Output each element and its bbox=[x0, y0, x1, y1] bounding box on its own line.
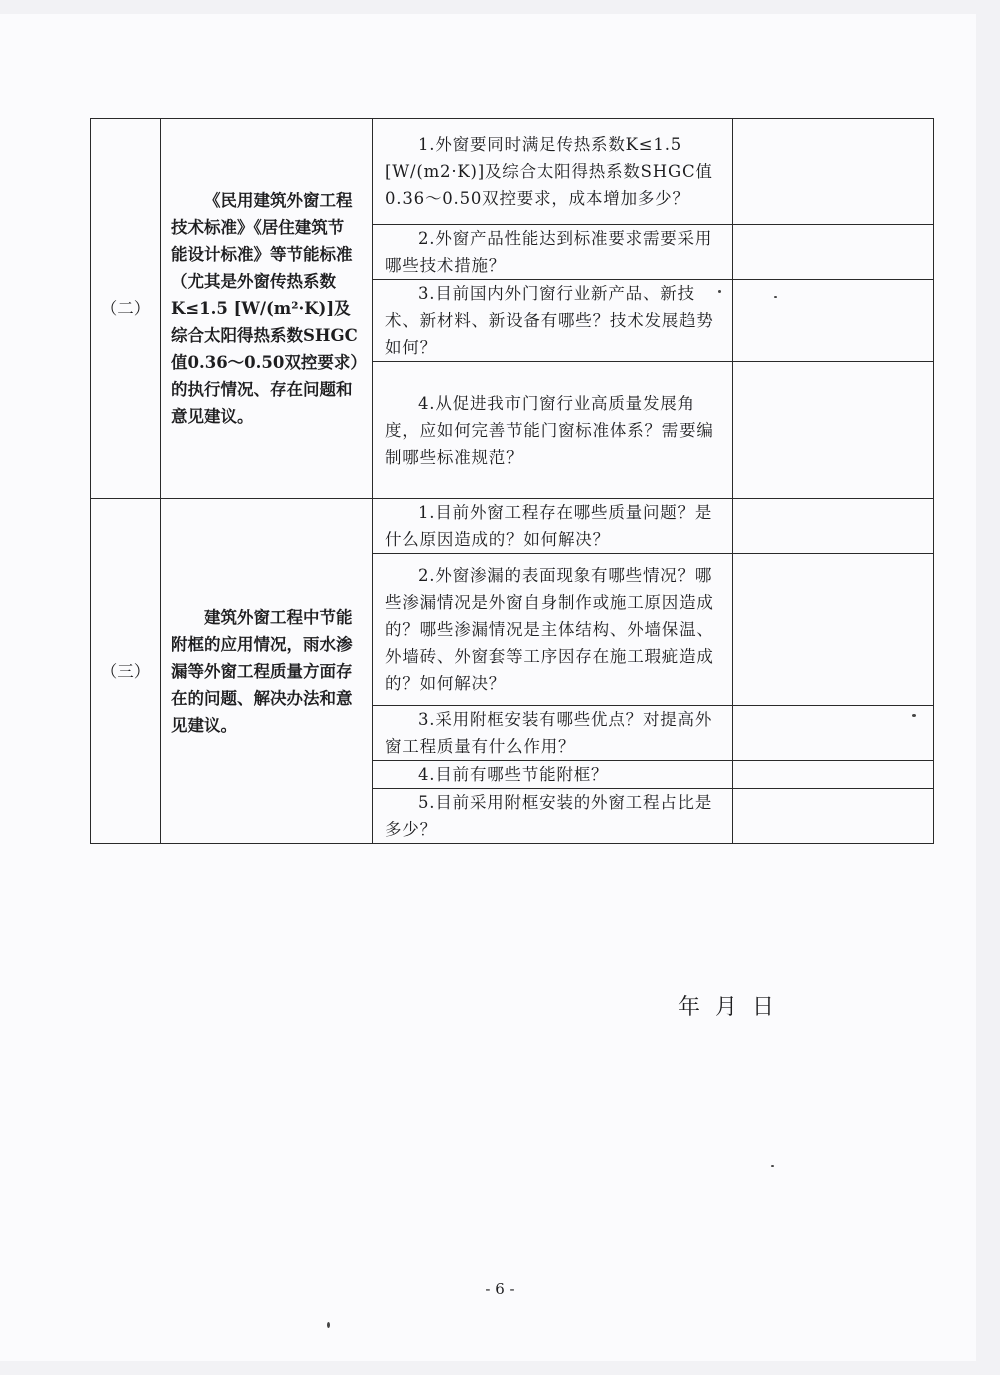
question-cell bbox=[373, 706, 733, 761]
question-cell bbox=[373, 280, 733, 362]
question-cell bbox=[373, 761, 733, 789]
question-cell bbox=[373, 554, 733, 706]
scan-speck bbox=[771, 1165, 774, 1167]
page-number: - 6 - bbox=[485, 1280, 515, 1298]
survey-table bbox=[90, 118, 934, 844]
answer-cell[interactable] bbox=[733, 119, 934, 225]
question-text: 3.目前国内外门窗行业新产品、新技术、新材料、新设备有哪些？技术发展趋势如何？ bbox=[385, 284, 714, 357]
section-topic-text: 《民用建筑外窗工程技术标准》《居住建筑节能设计标准》等节能标准（尤其是外窗传热系数K≤1.5 [W/(m²·K)]及综合太阳得热系数SHGC值0.36～0.50双控要求）的执行情况、存在问题和意见建议。 bbox=[171, 191, 359, 426]
question-cell bbox=[373, 362, 733, 499]
answer-cell[interactable] bbox=[733, 280, 934, 362]
question-text: 4.从促进我市门窗行业高质量发展角度，应如何完善节能门窗标准体系？需要编制哪些标准规范？ bbox=[385, 393, 714, 467]
question-cell bbox=[373, 119, 733, 225]
scan-speck bbox=[327, 1322, 330, 1328]
question-text: 1.外窗要同时满足传热系数K≤1.5 [W/(m2·K)]及综合太阳得热系数SHGC值0.36～0.50双控要求，成本增加多少？ bbox=[385, 135, 713, 208]
question-cell bbox=[373, 789, 733, 844]
section-topic bbox=[161, 119, 373, 499]
answer-cell[interactable] bbox=[733, 761, 934, 789]
scan-edge-bottom bbox=[0, 1361, 1000, 1375]
question-text: 2.外窗产品性能达到标准要求需要采用哪些技术措施？ bbox=[385, 229, 713, 275]
question-text: 3.采用附框安装有哪些优点？对提高外窗工程质量有什么作用？ bbox=[385, 710, 713, 756]
question-text: 4.目前有哪些节能附框？ bbox=[418, 765, 609, 784]
answer-cell[interactable] bbox=[733, 225, 934, 280]
answer-cell[interactable] bbox=[733, 789, 934, 844]
answer-cell[interactable] bbox=[733, 706, 934, 761]
section-topic-text: 建筑外窗工程中节能附框的应用情况，雨水渗漏等外窗工程质量方面存在的问题、解决办法和意见建议。 bbox=[171, 607, 353, 735]
table-row bbox=[91, 499, 934, 554]
section-number: （三） bbox=[91, 499, 161, 844]
scan-edge-top bbox=[0, 0, 1000, 14]
question-text: 2.外窗渗漏的表面现象有哪些情况？哪些渗漏情况是外窗自身制作或施工原因造成的？哪些渗漏情况是主体结构、外墙保温、外墙砖、外窗套等工序因存在施工瑕疵造成的？如何解决？ bbox=[385, 566, 714, 693]
question-text: 1.目前外窗工程存在哪些质量问题？是什么原因造成的？如何解决？ bbox=[385, 503, 713, 549]
question-cell bbox=[373, 499, 733, 554]
section-number: （二） bbox=[91, 119, 161, 499]
answer-cell[interactable] bbox=[733, 499, 934, 554]
scan-edge-right bbox=[976, 0, 1000, 1375]
scan-speck bbox=[718, 290, 721, 293]
answer-cell[interactable] bbox=[733, 554, 934, 706]
scan-speck bbox=[912, 714, 916, 717]
scan-speck bbox=[774, 296, 777, 298]
table-row bbox=[91, 119, 934, 225]
answer-cell[interactable] bbox=[733, 362, 934, 499]
date-line: 年 月 日 bbox=[678, 995, 778, 1020]
section-topic bbox=[161, 499, 373, 844]
question-text: 5.目前采用附框安装的外窗工程占比是多少？ bbox=[385, 793, 713, 839]
question-cell bbox=[373, 225, 733, 280]
